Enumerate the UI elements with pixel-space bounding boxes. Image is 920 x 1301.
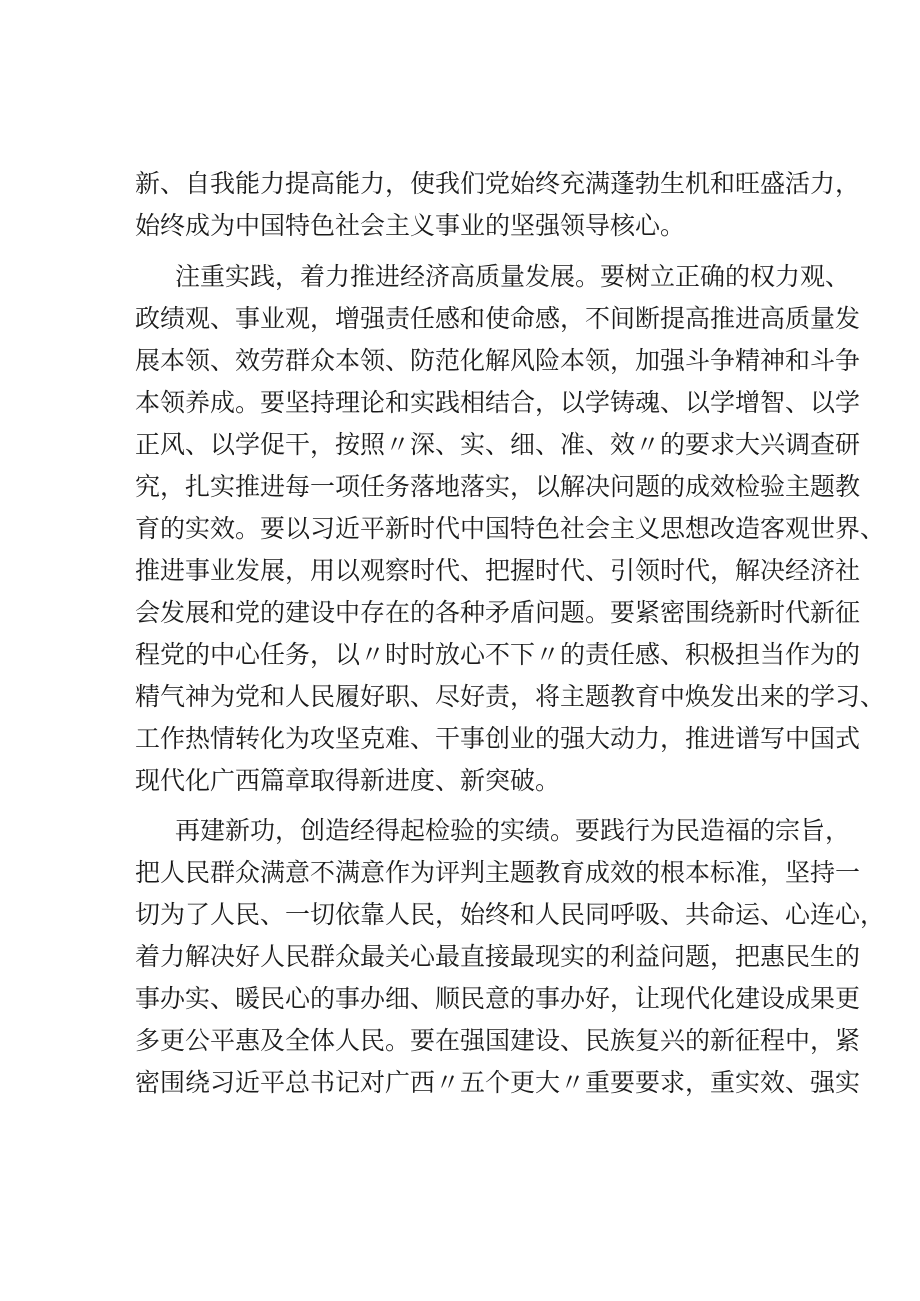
text-line: 多更公平惠及全体人民。要在强国建设、民族复兴的新征程中，紧 [135,1026,861,1055]
text-line: 精气神为党和人民履好职、尽好责，将主题教育中焕发出来的学习、 [135,682,886,711]
text-line: 会发展和党的建设中存在的各种矛盾问题。要紧密围绕新时代新征 [135,598,861,627]
text-line: 再建新功，创造经得起检验的实绩。要践行为民造福的宗旨， [175,816,851,845]
text-line: 推进事业发展，用以观察时代、把握时代、引领时代，解决经济社 [135,556,861,585]
text-line: 工作热情转化为攻坚克难、干事创业的强大动力，推进谱写中国式 [135,724,861,753]
text-line: 现代化广西篇章取得新进度、新突破。 [135,766,561,795]
paragraph-3 [135,810,886,1104]
text-line: 切为了人民、一切依靠人民，始终和人民同呼吸、共命运、心连心， [135,900,886,929]
text-line: 始终成为中国特色社会主义事业的坚强领导核心。 [135,211,686,240]
text-line: 程党的中心任务，以〃时时放心不下〃的责任感、积极担当作为的 [135,640,861,669]
text-line: 着力解决好人民群众最关心最直接最现实的利益问题，把惠民生的 [135,942,861,971]
text-line: 本领养成。要坚持理论和实践相结合，以学铸魂、以学增智、以学 [135,388,861,417]
text-line: 展本领、效劳群众本领、防范化解风险本领，加强斗争精神和斗争 [135,346,861,375]
text-line: 新、自我能力提高能力，使我们党始终充满蓬勃生机和旺盛活力， [135,169,861,198]
paragraph-2 [135,256,886,802]
paragraph-1 [135,163,861,247]
text-line: 注重实践，着力推进经济高质量发展。要树立正确的权力观、 [175,262,851,291]
text-line: 究，扎实推进每一项任务落地落实，以解决问题的成效检验主题教 [135,472,861,501]
text-line: 密围绕习近平总书记对广西〃五个更大〃重要要求，重实效、强实 [135,1068,861,1097]
text-line: 正风、以学促干，按照〃深、实、细、准、效〃的要求大兴调查研 [135,430,861,459]
text-line: 政绩观、事业观，增强责任感和使命感，不间断提高推进高质量发 [135,304,861,333]
text-line: 事办实、暖民心的事办细、顺民意的事办好，让现代化建设成果更 [135,984,861,1013]
text-line: 育的实效。要以习近平新时代中国特色社会主义思想改造客观世界、 [135,514,886,543]
text-line: 把人民群众满意不满意作为评判主题教育成效的根本标准，坚持一 [135,858,861,887]
